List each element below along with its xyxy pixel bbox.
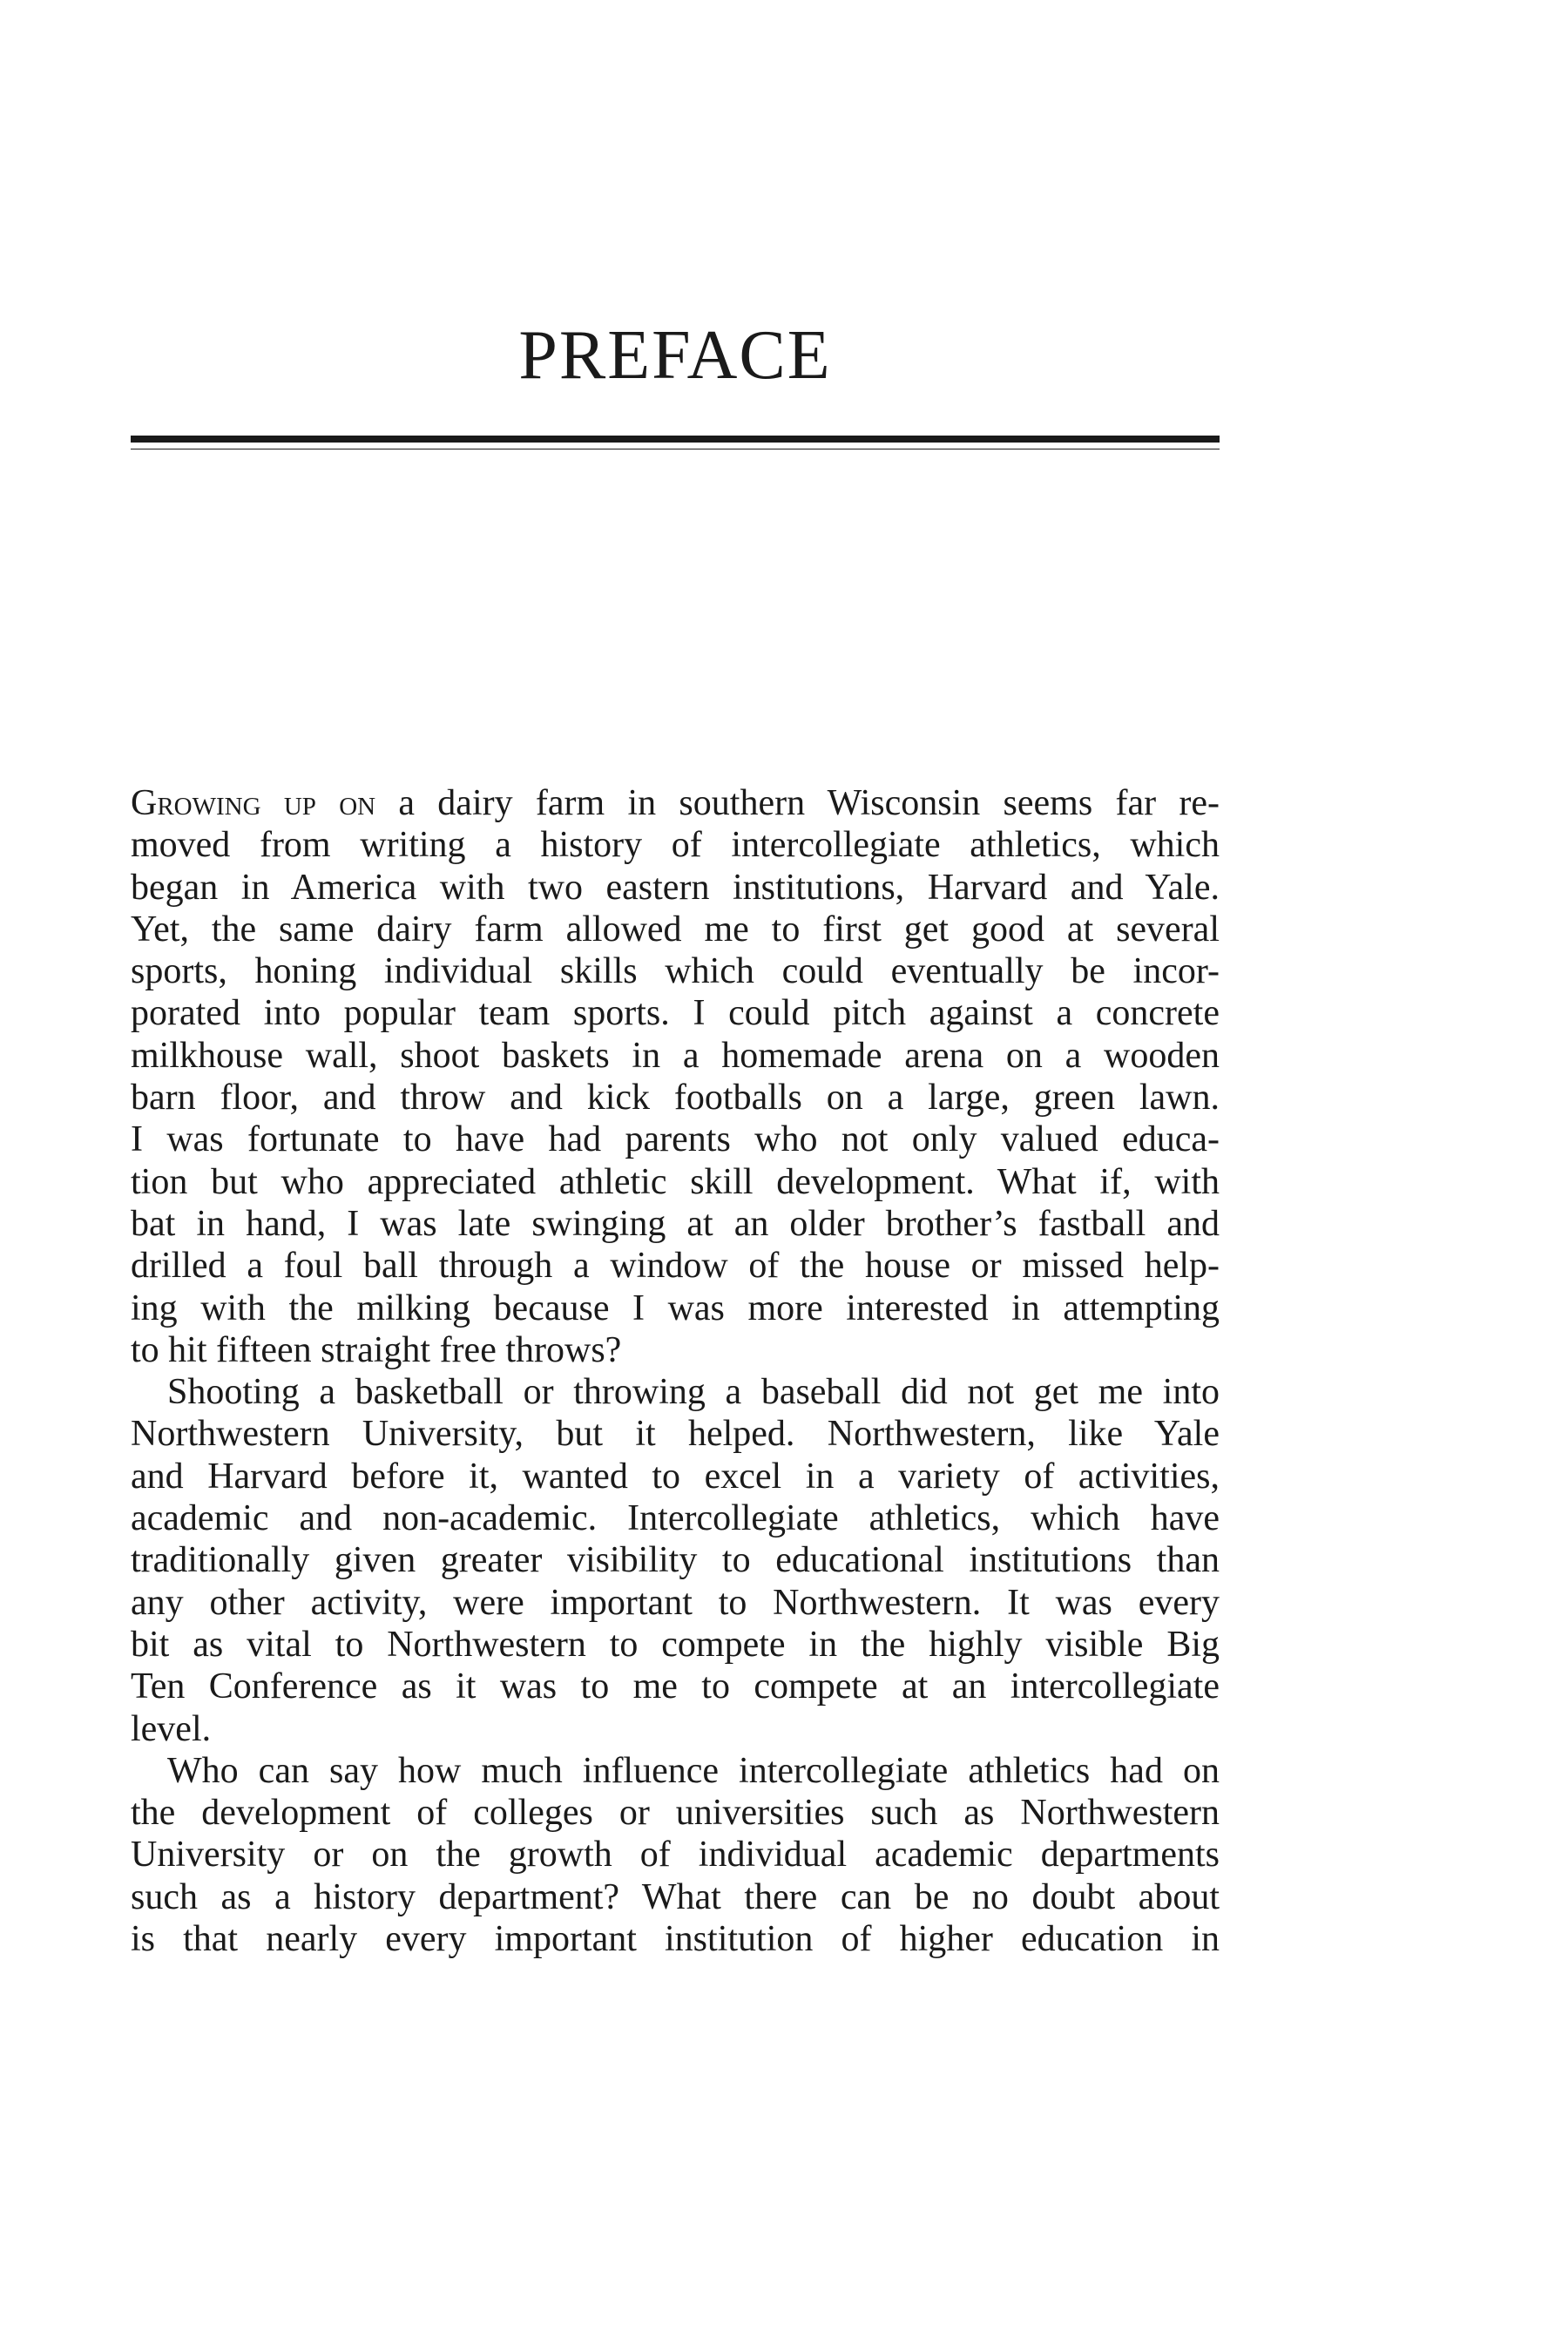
text-line: I was fortunate to have had parents who not only valued educa-: [131, 1119, 1220, 1160]
text-line: and Harvard before it, wanted to excel in a variety of activities,: [131, 1456, 1220, 1497]
text-line: ing with the milking because I was more interested in attempting: [131, 1288, 1220, 1328]
text-line: bat in hand, I was late swinging at an older brother’s fastball and: [131, 1203, 1220, 1244]
paragraph-3: [131, 1750, 1220, 1960]
text-line: moved from writing a history of intercollegiate athletics, which: [131, 825, 1220, 866]
preface-body: [131, 782, 1220, 1960]
paragraph-1: [131, 782, 1220, 1371]
text-line: level.: [131, 1708, 212, 1749]
text-line: tion but who appreciated athletic skill development. What if, with: [131, 1161, 1220, 1202]
text-line: porated into popular team sports. I could pitch against a concrete: [131, 993, 1220, 1034]
text-line: academic and non-academic. Intercollegiate athletics, which have: [131, 1498, 1220, 1539]
text-line: drilled a foul ball through a window of the house or missed help-: [131, 1246, 1220, 1287]
text-line: the development of colleges or universities such as Northwestern: [131, 1793, 1220, 1834]
text-line: such as a history department? What there can be no doubt about: [131, 1876, 1220, 1917]
text-line: Growing up on a dairy farm in southern Wisconsin seems far re-: [131, 783, 1220, 823]
title-rule-thick: [131, 436, 1220, 443]
text-line: traditionally given greater visibility to educational institutions than: [131, 1540, 1220, 1581]
text-line: milkhouse wall, shoot baskets in a homemade arena on a wooden: [131, 1035, 1220, 1076]
opening-smallcaps: Growing up on: [131, 783, 376, 823]
text-line: Northwestern University, but it helped. Northwestern, like Yale: [131, 1414, 1220, 1455]
paragraph-2: [131, 1371, 1220, 1750]
page-title: PREFACE: [518, 317, 832, 394]
text-line: is that nearly every important institution of higher education in: [131, 1919, 1220, 1960]
text-line: Who can say how much influence intercollegiate athletics had on: [167, 1750, 1220, 1791]
text-line: Ten Conference as it was to me to compete at an intercollegiate: [131, 1666, 1220, 1707]
text-line: Shooting a basketball or throwing a baseball did not get me into: [167, 1372, 1220, 1413]
text-line: University or on the growth of individual academic departments: [131, 1835, 1220, 1876]
text-line: to hit fifteen straight free throws?: [131, 1329, 622, 1370]
text-line: sports, honing individual skills which could eventually be incor-: [131, 951, 1220, 992]
text-line: Yet, the same dairy farm allowed me to first get good at several: [131, 909, 1220, 950]
text-line: barn floor, and throw and kick footballs on a large, green lawn.: [131, 1078, 1220, 1119]
text-line: bit as vital to Northwestern to compete in the highly visible Big: [131, 1624, 1220, 1665]
text-line: any other activity, were important to Northwestern. It was every: [131, 1582, 1220, 1623]
text-line: began in America with two eastern institutions, Harvard and Yale.: [131, 867, 1220, 908]
